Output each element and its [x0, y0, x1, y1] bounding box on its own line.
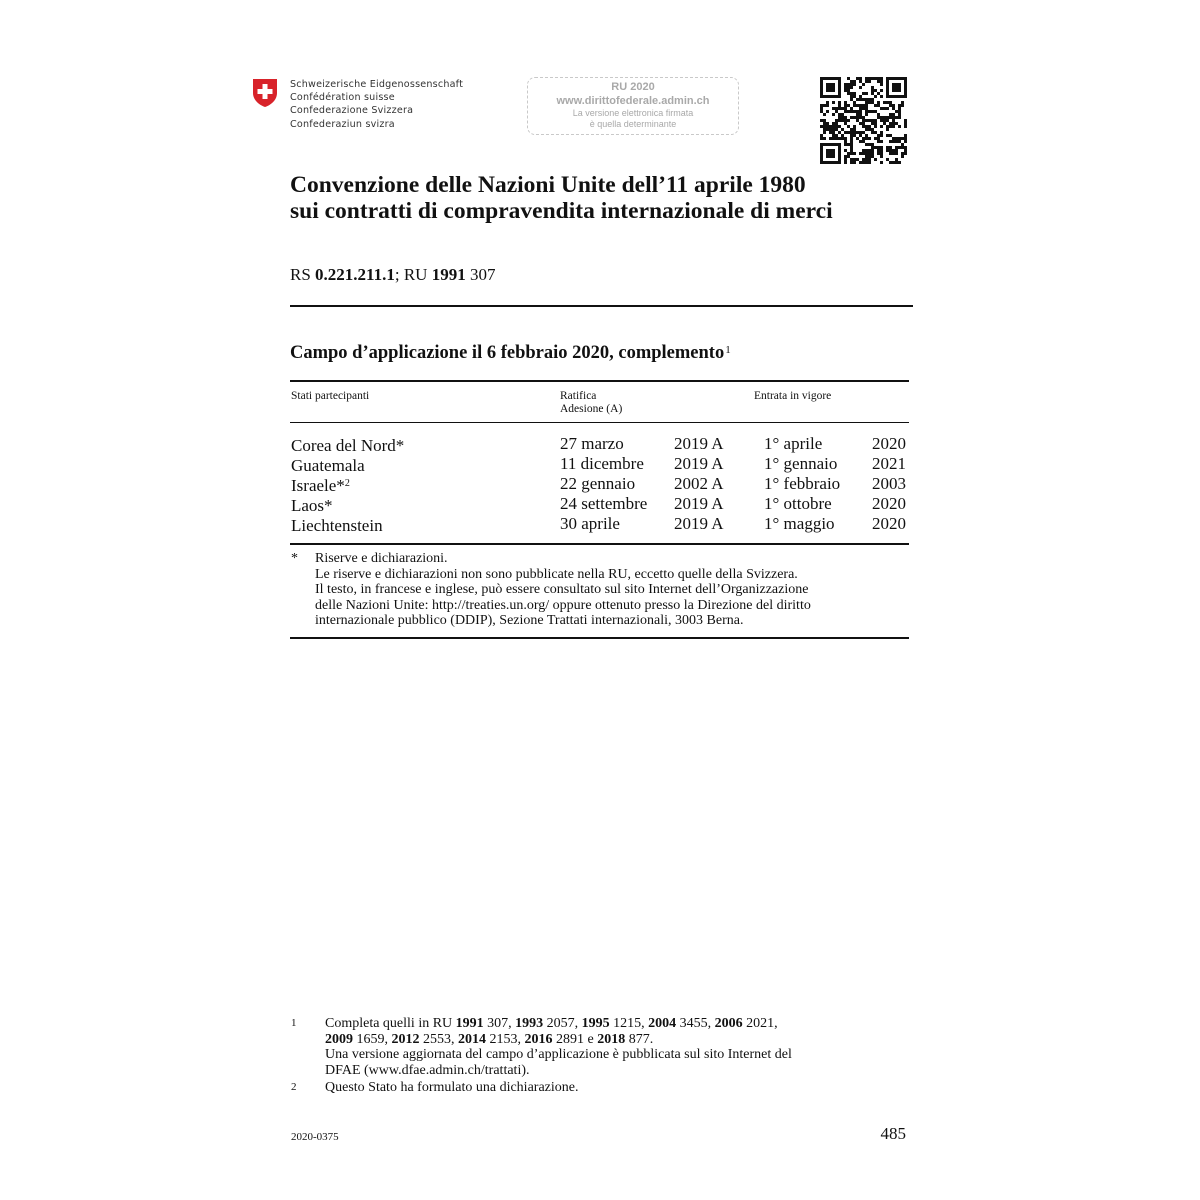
- fn-year: 2004: [648, 1016, 677, 1031]
- ratification-date: 22 gennaio: [560, 474, 636, 493]
- header-ratification-line: Ratifica: [560, 390, 597, 402]
- ratification-date: 30 aprile: [560, 514, 620, 533]
- fn-year: 1991: [455, 1016, 484, 1031]
- fn-year: 2006: [714, 1016, 743, 1031]
- footnote-2-text: Questo Stato ha formulato una dichiarazione.: [325, 1080, 579, 1095]
- entry-date: 1° aprile: [764, 434, 823, 453]
- state-cell: [291, 474, 350, 496]
- notes-bottom-rule: [290, 637, 909, 639]
- stamp-line: RU 2020: [611, 81, 655, 93]
- confederation-names: [290, 78, 463, 131]
- ratification-year: 2019 A: [674, 454, 724, 473]
- fn-text: 2057,: [543, 1016, 582, 1031]
- fn-text: 3455,: [676, 1016, 715, 1031]
- table-header-rule: [290, 422, 909, 423]
- divider: [290, 305, 913, 307]
- fn-text: 2021,: [742, 1016, 778, 1031]
- confederation-line: Confédération suisse: [290, 92, 395, 104]
- entry-year: 2020: [872, 514, 906, 533]
- confederation-line: Confederazione Svizzera: [290, 105, 414, 117]
- footnote-number: 2: [291, 1081, 297, 1093]
- entry-year: 2020: [872, 434, 906, 453]
- ratification-date: 11 dicembre: [560, 454, 644, 473]
- ratification-year: 2002 A: [674, 474, 724, 493]
- header-accession-line: Adesione (A): [560, 403, 623, 415]
- state-name: Laos*: [291, 496, 333, 515]
- ref-separator: ; RU: [394, 265, 432, 284]
- footnote-1-line: [325, 1032, 653, 1048]
- section-title-text: Campo d’applicazione il 6 febbraio 2020, complemento: [290, 343, 725, 363]
- fn-text: 2153,: [486, 1031, 525, 1047]
- document-title: [290, 172, 833, 224]
- fn-text: 1215,: [609, 1016, 649, 1031]
- header-ratification: [560, 390, 622, 416]
- fn-year: 2012: [391, 1031, 420, 1047]
- fn-text: Completa quelli in RU: [325, 1016, 456, 1031]
- document-reference: [290, 265, 495, 285]
- fn-year: 2016: [524, 1031, 553, 1047]
- stamp-line: La versione elettronica firmata: [572, 108, 694, 118]
- stamp-line: è quella determinante: [589, 119, 677, 129]
- ratification-year: 2019 A: [674, 514, 724, 533]
- entry-year: 2020: [872, 494, 906, 513]
- state-cell: [291, 434, 404, 456]
- fn-text: 2553,: [419, 1031, 458, 1047]
- footnote-1-line: [325, 1016, 778, 1032]
- document-code: 2020-0375: [291, 1131, 339, 1143]
- footnote-1-line: DFAE (www.dfae.admin.ch/trattati).: [325, 1062, 530, 1078]
- asterisk-mark: *: [291, 551, 298, 566]
- state-name: Corea del Nord*: [291, 436, 405, 455]
- title-line: sui contratti di compravendita internazionale di merci: [290, 198, 833, 224]
- note-line: delle Nazioni Unite: http://treaties.un.org/ oppure ottenuto presso la Direzione del diritto: [315, 597, 811, 613]
- state-name: Liechtenstein: [291, 516, 383, 535]
- entry-date: 1° maggio: [764, 514, 835, 533]
- entry-date: 1° gennaio: [764, 454, 838, 473]
- note-line: Riserve e dichiarazioni.: [315, 551, 448, 566]
- footnote-ref: 1: [725, 344, 731, 356]
- footnote-1-line: Una versione aggiornata del campo d’applicazione è pubblicata sul sito Internet del: [325, 1047, 792, 1062]
- confederation-line: Confederaziun svizra: [290, 118, 395, 130]
- ratification-date: 24 settembre: [560, 494, 648, 513]
- state-name: Israele*: [291, 476, 345, 495]
- fn-year: 2018: [597, 1031, 626, 1047]
- qr-code-icon: [820, 77, 907, 164]
- fn-text: 1659,: [353, 1031, 392, 1047]
- entry-date: 1° febbraio: [764, 474, 841, 493]
- state-cell: [291, 494, 333, 516]
- title-line: Convenzione delle Nazioni Unite dell’11 aprile 1980: [290, 172, 806, 198]
- electronic-signature-stamp: [527, 77, 739, 135]
- ru-page: 307: [465, 265, 496, 284]
- fn-year: 2014: [458, 1031, 486, 1047]
- note-line: Il testo, in francese e inglese, può essere consultato sul sito Internet dell’Organizzazione: [315, 582, 809, 597]
- header-entry: Entrata in vigore: [754, 390, 832, 402]
- fn-year: 1995: [581, 1016, 610, 1031]
- entry-year: 2021: [872, 454, 906, 473]
- table-notes: [291, 551, 901, 631]
- page-number: 485: [880, 1124, 906, 1143]
- footnote-number: 1: [291, 1017, 297, 1029]
- state-cell: [291, 454, 365, 476]
- state-footnote: 2: [344, 478, 350, 489]
- fn-text: 877.: [625, 1031, 654, 1047]
- note-line: internazionale pubblico (DDIP), Sezione Trattati internazionali, 3003 Berna.: [315, 613, 744, 628]
- state-cell: [291, 514, 383, 536]
- section-title: [290, 343, 731, 364]
- table-top-rule: [290, 380, 909, 382]
- ru-year: 1991: [431, 265, 466, 284]
- fn-year: 1993: [515, 1016, 544, 1031]
- fn-text: 2891 e: [552, 1031, 598, 1047]
- note-line: Le riserve e dichiarazioni non sono pubblicate nella RU, eccetto quelle della Svizzera.: [315, 566, 798, 582]
- ref-prefix: RS: [290, 265, 316, 284]
- footnotes: [291, 1016, 901, 1106]
- stamp-url: www.dirittofederale.admin.ch: [556, 95, 710, 107]
- confederation-line: Schweizerische Eidgenossenschaft: [290, 79, 464, 90]
- header-states: Stati partecipanti: [291, 390, 370, 402]
- swiss-cross-shield-icon: [252, 78, 278, 108]
- entry-date: 1° ottobre: [764, 494, 832, 513]
- ratification-year: 2019 A: [674, 434, 724, 453]
- rs-number: 0.221.211.1: [315, 265, 395, 284]
- ratification-year: 2019 A: [674, 494, 724, 513]
- fn-text: 307,: [483, 1016, 516, 1031]
- table-bottom-rule: [290, 543, 909, 545]
- state-name: Guatemala: [291, 456, 365, 475]
- ratification-date: 27 marzo: [560, 434, 624, 453]
- fn-year: 2009: [325, 1031, 353, 1047]
- entry-year: 2003: [872, 474, 906, 493]
